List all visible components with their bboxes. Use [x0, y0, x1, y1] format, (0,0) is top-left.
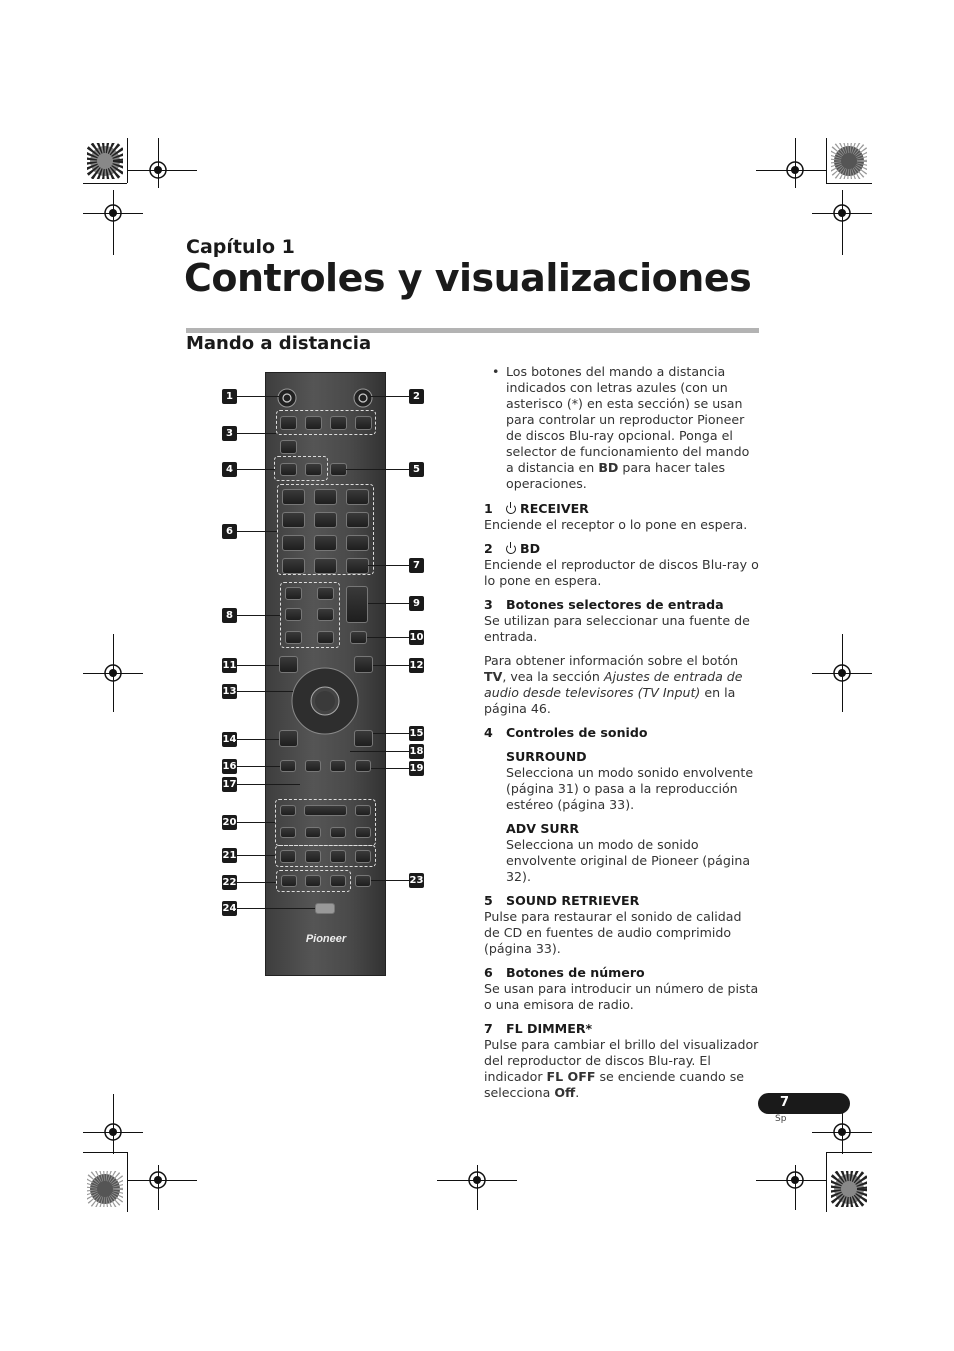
stop-button	[330, 827, 346, 838]
leader-line	[367, 637, 409, 638]
callout-6: 6	[222, 524, 237, 539]
leader-line	[237, 882, 276, 883]
item-3-desc: Se utilizan para seleccionar una fuente de entrada.	[484, 613, 750, 644]
callout-10: 10	[409, 632, 424, 643]
tv-power-button	[285, 631, 302, 644]
adv-surr-button	[305, 463, 322, 476]
callout-16: 16	[222, 761, 237, 772]
leader-line	[237, 855, 275, 856]
number-button	[314, 512, 337, 528]
item-5-heading: 5 SOUND RETRIEVER	[484, 893, 640, 908]
item-7-desc: Pulse para cambiar el brillo del visualizador del reproductor de discos Blu-ray. El indicador FL OFF se enciende cuando se selecciona Off.	[484, 1037, 759, 1100]
item-1-desc: Enciende el receptor o lo pone en espera.	[484, 517, 748, 532]
item-4-sub2-title: ADV SURR	[506, 821, 580, 836]
item-7-heading: 7 FL DIMMER*	[484, 1021, 593, 1036]
callout-22: 22	[222, 877, 237, 888]
leader-line	[350, 751, 409, 752]
callout-24: 24	[222, 903, 237, 914]
fast-forward-button	[355, 805, 371, 816]
input-button	[280, 440, 297, 454]
callout-17: 17	[222, 779, 237, 790]
play-button	[304, 805, 347, 816]
power-button-bd	[353, 388, 373, 408]
leader-line	[346, 469, 409, 470]
callout-23: 23	[409, 875, 424, 886]
callout-18: 18	[409, 746, 424, 757]
callout-8: 8	[222, 608, 237, 623]
mute-button	[350, 631, 367, 644]
power-button-receiver	[277, 388, 297, 408]
item-2-desc: Enciende el reproductor de discos Blu-ray o lo pone en espera.	[484, 557, 759, 588]
function-button	[355, 760, 371, 772]
callout-9: 9	[409, 596, 424, 611]
fl-dimmer-button	[346, 558, 369, 574]
crosshair-icon	[145, 1167, 171, 1193]
item-2-heading: 2 BD	[484, 541, 541, 556]
tv-button	[317, 587, 334, 600]
page-title: Controles y visualizaciones	[184, 256, 752, 300]
crosshair-icon	[464, 1167, 490, 1193]
leader-line	[237, 766, 280, 767]
callout-11: 11	[222, 660, 237, 671]
leader-line	[237, 396, 279, 397]
color-wheel-br	[831, 1171, 867, 1207]
number-button	[314, 489, 337, 505]
leader-line	[371, 880, 409, 881]
description-column	[484, 364, 760, 1109]
navigation-ring	[290, 666, 360, 736]
input-button	[305, 416, 322, 430]
volume-rocker	[346, 586, 368, 623]
section-title: Mando a distancia	[186, 333, 372, 354]
leader-line	[371, 768, 409, 769]
item-4-sub1-title: SURROUND	[506, 749, 587, 764]
color-wheel-tl	[87, 143, 123, 179]
mode-switch	[315, 903, 335, 914]
leader-line	[237, 433, 276, 434]
crosshair-icon	[782, 1167, 808, 1193]
tv-button	[285, 587, 302, 600]
leader-line	[237, 665, 279, 666]
item-4-heading: 4 Controles de sonido	[484, 725, 648, 740]
color-button	[330, 850, 346, 863]
callout-5: 5	[409, 462, 424, 477]
power-icon	[506, 504, 516, 514]
callout-19: 19	[409, 763, 424, 774]
number-button	[282, 512, 305, 528]
crosshair-icon	[100, 660, 126, 686]
shuffle-button	[330, 875, 346, 887]
tv-button	[285, 608, 302, 621]
callout-15: 15	[409, 728, 424, 739]
number-button	[314, 535, 337, 551]
intro-bullet: • Los botones del mando a distancia indicados con letras azules (con un asterisco (*) en esta sección) se usan para controlar un reproductor Pioneer de discos Blu-ray opcional. Ponga el selector de funcionamiento del mando a distancia en BD para hacer tales operaciones.	[492, 364, 750, 491]
callout-7: 7	[409, 558, 424, 573]
nav-button	[354, 730, 373, 747]
item-1-heading: 1 RECEIVER	[484, 501, 589, 516]
callout-13: 13	[222, 686, 237, 697]
input-button	[280, 416, 297, 430]
crosshair-icon	[829, 200, 855, 226]
item-5-desc: Pulse para restaurar el sonido de calidad de CD en fuentes de audio comprimido (página 33).	[484, 909, 742, 956]
number-button	[346, 535, 369, 551]
number-button	[282, 558, 305, 574]
input-button	[330, 416, 347, 430]
color-button	[280, 850, 296, 863]
item-4-sub1-desc: Selecciona un modo sonido envolvente (página 31) o pasa a la reproducción estéreo (página 33).	[506, 765, 754, 812]
surround-button	[280, 463, 297, 476]
number-button	[314, 558, 337, 574]
leader-line	[237, 531, 277, 532]
leader-line	[373, 733, 409, 734]
crosshair-icon	[829, 1119, 855, 1145]
pause-button	[305, 827, 321, 838]
color-wheel-bl	[87, 1171, 123, 1207]
callout-1: 1	[222, 389, 237, 404]
leader-line	[237, 784, 300, 785]
page-number-badge: 7	[758, 1093, 850, 1114]
tv-button	[317, 631, 334, 644]
next-button	[355, 827, 371, 838]
color-button	[355, 850, 371, 863]
leader-line	[237, 615, 280, 616]
callout-4: 4	[222, 462, 237, 477]
audio-button	[281, 875, 297, 887]
leader-line	[237, 908, 315, 909]
callout-12: 12	[409, 660, 424, 671]
display-button	[355, 875, 371, 887]
item-6-heading: 6 Botones de número	[484, 965, 645, 980]
callout-21: 21	[222, 850, 237, 861]
chapter-label: Capítulo 1	[186, 236, 295, 258]
crosshair-icon	[782, 157, 808, 183]
leader-line	[373, 665, 409, 666]
callout-14: 14	[222, 734, 237, 745]
item-3-more: Para obtener información sobre el botón TV, vea la sección Ajustes de entrada de audio desde televisores (TV Input) en la página 46.	[484, 653, 743, 716]
rewind-button	[280, 805, 296, 816]
number-button	[282, 489, 305, 505]
item-3-heading: 3 Botones selectores de entrada	[484, 597, 724, 612]
language-code: Sp	[775, 1114, 787, 1124]
color-wheel-tr	[831, 143, 867, 179]
function-button	[305, 760, 321, 772]
brand-logo: Pioneer	[305, 933, 347, 945]
power-icon	[506, 544, 516, 554]
leader-line	[237, 739, 279, 740]
leader-line	[237, 691, 293, 692]
number-button	[282, 535, 305, 551]
tv-button	[317, 608, 334, 621]
repeat-button	[305, 875, 321, 887]
leader-line	[370, 396, 409, 397]
crosshair-icon	[100, 1119, 126, 1145]
callout-2: 2	[409, 389, 424, 404]
number-button	[346, 512, 369, 528]
previous-button	[280, 827, 296, 838]
input-button	[355, 416, 372, 430]
number-button	[346, 489, 369, 505]
sound-retriever-button	[330, 463, 347, 476]
callout-3: 3	[222, 426, 237, 441]
function-button	[330, 760, 346, 772]
crosshair-icon	[100, 200, 126, 226]
nav-button	[279, 730, 298, 747]
leader-line	[368, 565, 409, 566]
leader-line	[237, 469, 275, 470]
crosshair-icon	[829, 660, 855, 686]
leader-line	[368, 603, 409, 604]
function-button	[280, 760, 296, 772]
item-6-desc: Se usan para introducir un número de pista o una emisora de radio.	[484, 981, 759, 1012]
leader-line	[237, 822, 275, 823]
color-button	[305, 850, 321, 863]
callout-20: 20	[222, 817, 237, 828]
crosshair-icon	[145, 157, 171, 183]
item-4-sub2-desc: Selecciona un modo de sonido envolvente original de Pioneer (página 32).	[506, 837, 751, 884]
